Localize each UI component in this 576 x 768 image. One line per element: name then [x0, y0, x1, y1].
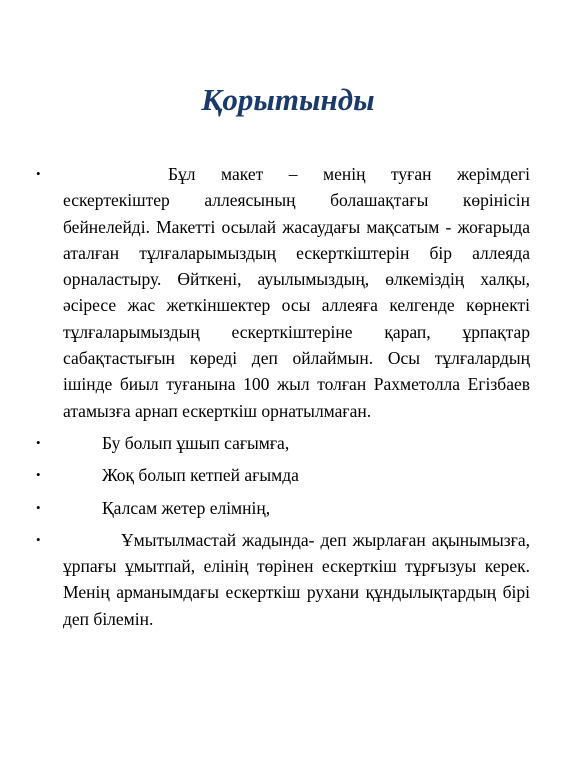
list-item [36, 527, 530, 632]
bullet-icon: • [36, 499, 41, 515]
verse-line: Жоқ болып кетпей ағымда [102, 465, 299, 486]
bullet-list [36, 161, 530, 632]
list-item [36, 430, 530, 456]
list-item [36, 161, 530, 424]
bullet-icon: • [36, 467, 41, 483]
bullet-icon: • [36, 166, 41, 181]
paragraph-text: Бұл макет – менің туған жерімдегі ескертекіштер аллеясының болашақтағы көрінісін бейнелейді. Макетті осылай жасаудағы мақсатым - жоғарыда аталған тұлғаларымыздың ескерткіштерін бір аллеяда орналастыру. Өйткені, ауылымыздың, өлкеміздің халқы, әсіресе жас жеткіншектер осы аллеяға келгенде көрнекті тұлғаларымыздың ескерткіштеріне қарап, ұрпақтар сабақтастығын көреді деп ойлаймын. Осы тұлғалардың ішінде биыл туғанына 100 жыл толған Рахметолла Егізбаев атамызға арнап ескерткіш орнатылмаған. [63, 164, 530, 421]
bullet-icon: • [36, 531, 41, 547]
paragraph-text: Ұмытылмастай жадында- деп жырлаған ақынымызға, ұрпағы ұмытпай, елінің төрінен ескерткіш тұрғызуы керек. Менің арманымдағы ескерткіш рухани құндылықтардың бірі деп білемін. [63, 529, 530, 629]
list-item [36, 462, 530, 488]
slide-title: Қорытынды [201, 82, 375, 117]
verse-line: Бу болып ұшып сағымға, [102, 432, 290, 453]
verse-line: Қалсам жетер елімнің, [102, 497, 271, 518]
list-item [36, 495, 530, 521]
bullet-icon: • [36, 434, 41, 450]
